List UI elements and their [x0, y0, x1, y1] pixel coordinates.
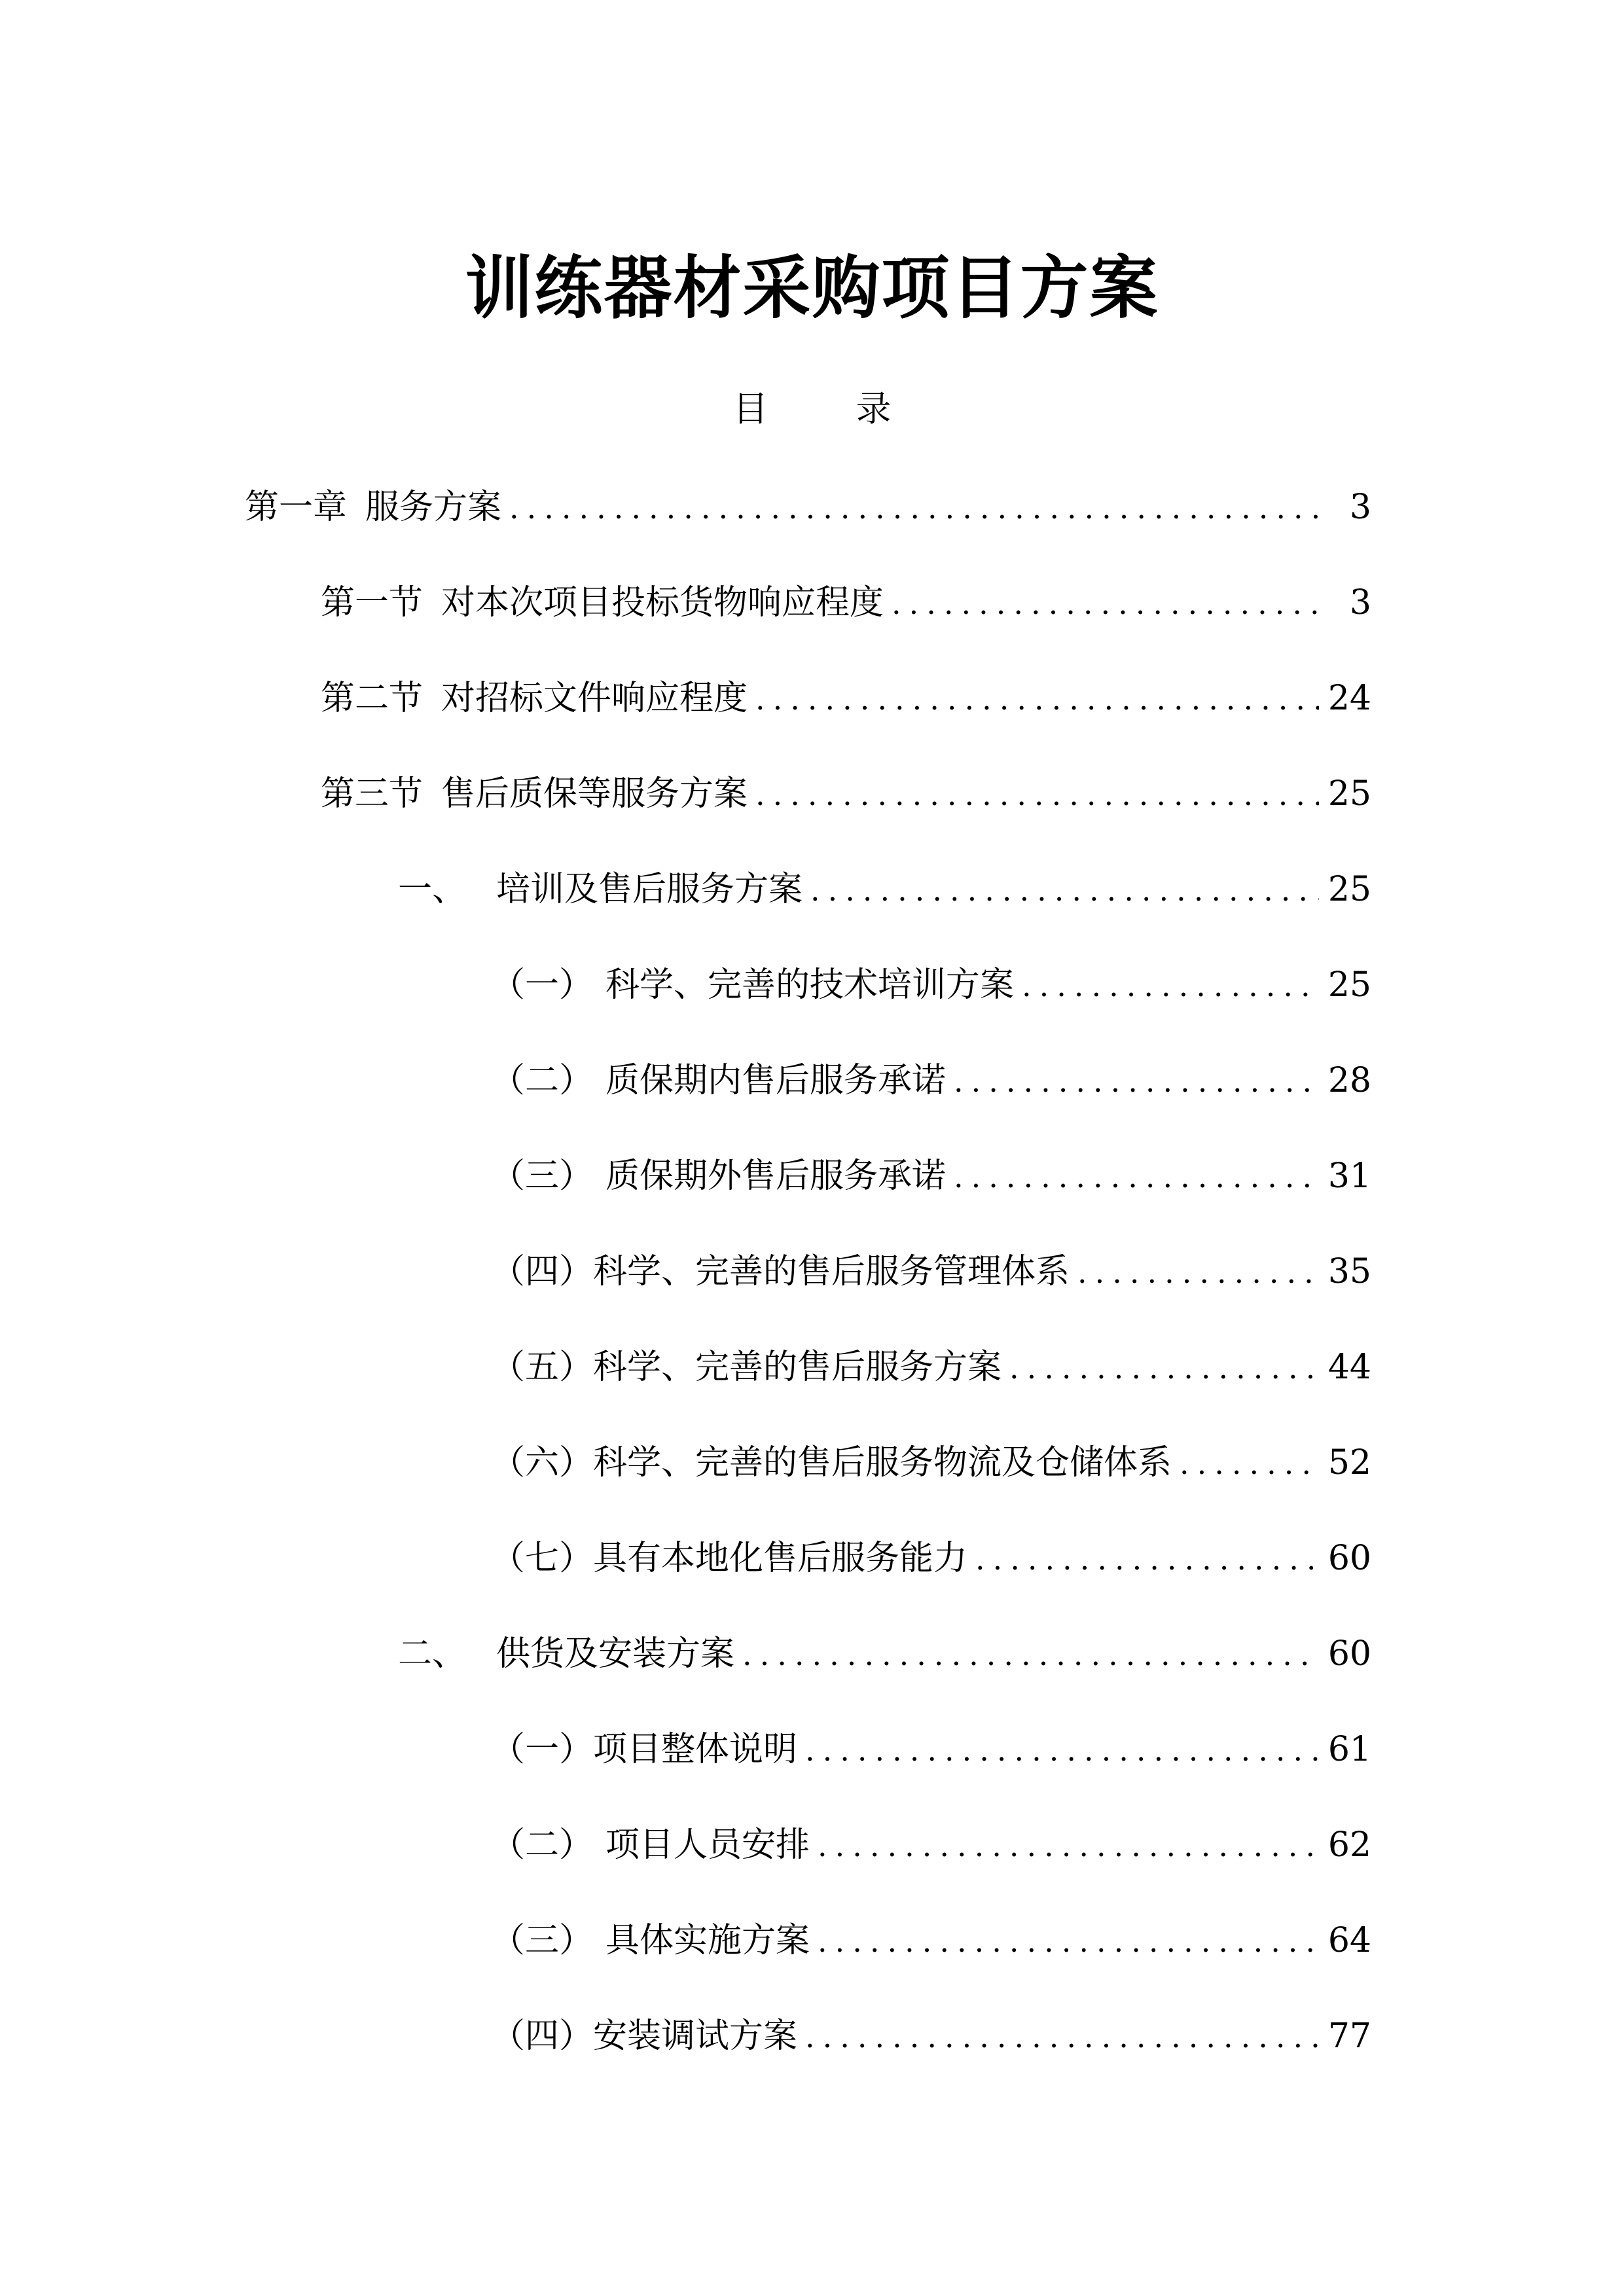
toc-entry-page: 61	[1327, 1730, 1371, 1769]
toc-entry-page: 31	[1327, 1157, 1371, 1196]
toc-dot-leader	[954, 1055, 1319, 1107]
toc-entry-number: （四）	[491, 1252, 594, 1291]
toc-entry-number: （六）	[491, 1443, 594, 1482]
toc-entry-page: 62	[1327, 1825, 1371, 1865]
toc-entry-subitem-1-6[interactable]	[491, 1437, 1371, 1489]
toc-entry-page: 64	[1327, 1921, 1371, 1960]
toc-entry-number: 一、	[398, 870, 467, 909]
toc-entry-page: 52	[1327, 1443, 1371, 1482]
toc-entry-page: 60	[1327, 1634, 1371, 1674]
toc-entry-subitem-1-5[interactable]	[491, 1341, 1371, 1393]
toc-entry-label: 对本次项目投标货物响应程度	[441, 583, 884, 622]
toc-entry-label: 项目整体说明	[593, 1730, 798, 1769]
toc-entry-subitem-1-2[interactable]	[491, 1054, 1371, 1107]
toc-entry-label: 具有本地化售后服务能力	[593, 1539, 968, 1578]
toc-entry-number: 第二节	[321, 679, 424, 718]
toc-dot-leader	[509, 482, 1323, 534]
toc-dot-leader	[810, 864, 1319, 916]
toc-entry-subitem-2-4[interactable]	[491, 2010, 1371, 2062]
toc-entry-page: 77	[1327, 2017, 1371, 2056]
toc-entry-subitem-1-1[interactable]	[491, 959, 1371, 1011]
toc-entry-label: 科学、完善的售后服务物流及仓储体系	[593, 1443, 1172, 1482]
toc-dot-leader	[755, 768, 1319, 821]
toc-dot-leader	[1009, 1342, 1319, 1394]
toc-dot-leader	[805, 1724, 1319, 1776]
toc-entry-chapter-1[interactable]	[245, 481, 1371, 533]
toc-entry-label: 供货及安装方案	[496, 1634, 735, 1674]
toc-entry-subitem-2-3[interactable]	[491, 1914, 1371, 1967]
toc-entry-number: 第一章	[245, 488, 348, 527]
toc-entry-item-2[interactable]	[398, 1628, 1371, 1680]
toc-dot-leader	[1077, 1246, 1319, 1299]
toc-entry-label: 项目人员安排	[605, 1825, 810, 1865]
toc-entry-number: （二）	[491, 1061, 594, 1100]
toc-entry-number: 第三节	[321, 774, 424, 814]
toc-entry-page: 25	[1327, 965, 1371, 1005]
toc-entry-number: （一）	[491, 1730, 594, 1769]
toc-entry-label: 安装调试方案	[593, 2017, 798, 2056]
toc-entry-item-1[interactable]	[398, 863, 1371, 916]
toc-entry-page: 25	[1327, 870, 1371, 909]
toc-dot-leader	[818, 1820, 1319, 1872]
toc-entry-label: 售后质保等服务方案	[441, 774, 748, 814]
toc-entry-label: 科学、完善的售后服务管理体系	[593, 1252, 1070, 1291]
toc-dot-leader	[742, 1628, 1319, 1681]
toc-dot-leader	[892, 577, 1323, 630]
toc-entry-subitem-1-7[interactable]	[491, 1532, 1371, 1585]
toc-entry-page: 35	[1327, 1252, 1371, 1291]
toc-entry-label: 服务方案	[365, 488, 502, 527]
toc-entry-page: 24	[1327, 679, 1371, 718]
toc-entry-page: 3	[1349, 488, 1371, 527]
toc-entry-label: 质保期外售后服务承诺	[605, 1157, 947, 1196]
toc-entry-number: （五）	[491, 1348, 594, 1387]
toc-entry-number: （三）	[491, 1157, 594, 1196]
toc-entry-page: 3	[1349, 583, 1371, 622]
toc-entry-label: 培训及售后服务方案	[496, 870, 803, 909]
toc-entry-page: 44	[1327, 1348, 1371, 1387]
toc-entry-page: 28	[1327, 1061, 1371, 1100]
toc-dot-leader	[975, 1533, 1319, 1585]
toc-entry-subitem-1-4[interactable]	[491, 1246, 1371, 1298]
toc-dot-leader	[755, 673, 1319, 725]
toc-entry-section-2[interactable]	[321, 672, 1371, 725]
toc-dot-leader	[818, 1915, 1319, 1967]
toc-entry-section-3[interactable]	[321, 768, 1371, 820]
toc-entry-number: 二、	[398, 1634, 467, 1674]
toc-entry-label: 质保期内售后服务承诺	[605, 1061, 947, 1100]
toc-dot-leader	[805, 2011, 1319, 2063]
toc-entry-label: 具体实施方案	[605, 1921, 810, 1960]
toc-entry-number: （三）	[491, 1921, 594, 1960]
toc-dot-leader	[1022, 960, 1319, 1012]
toc-entry-number: （二）	[491, 1825, 594, 1865]
document-title: 训练器材采购项目方案	[465, 248, 1159, 328]
toc-entry-number: （一）	[491, 965, 594, 1005]
toc-entry-label: 科学、完善的售后服务方案	[593, 1348, 1002, 1387]
toc-heading: 目 录	[732, 388, 918, 429]
toc-entry-label: 科学、完善的技术培训方案	[605, 965, 1015, 1005]
toc-dot-leader	[954, 1151, 1319, 1203]
toc-entry-section-1[interactable]	[321, 577, 1371, 629]
toc-entry-number: （四）	[491, 2017, 594, 2056]
toc-entry-subitem-2-1[interactable]	[491, 1723, 1371, 1776]
toc-entry-page: 25	[1327, 774, 1371, 814]
toc-dot-leader	[1180, 1437, 1319, 1490]
toc-entry-number: 第一节	[321, 583, 424, 622]
toc-entry-label: 对招标文件响应程度	[441, 679, 748, 718]
toc-entry-subitem-2-2[interactable]	[491, 1819, 1371, 1871]
toc-entry-page: 60	[1327, 1539, 1371, 1578]
toc-entry-number: （七）	[491, 1539, 594, 1578]
toc-entry-subitem-1-3[interactable]	[491, 1150, 1371, 1202]
